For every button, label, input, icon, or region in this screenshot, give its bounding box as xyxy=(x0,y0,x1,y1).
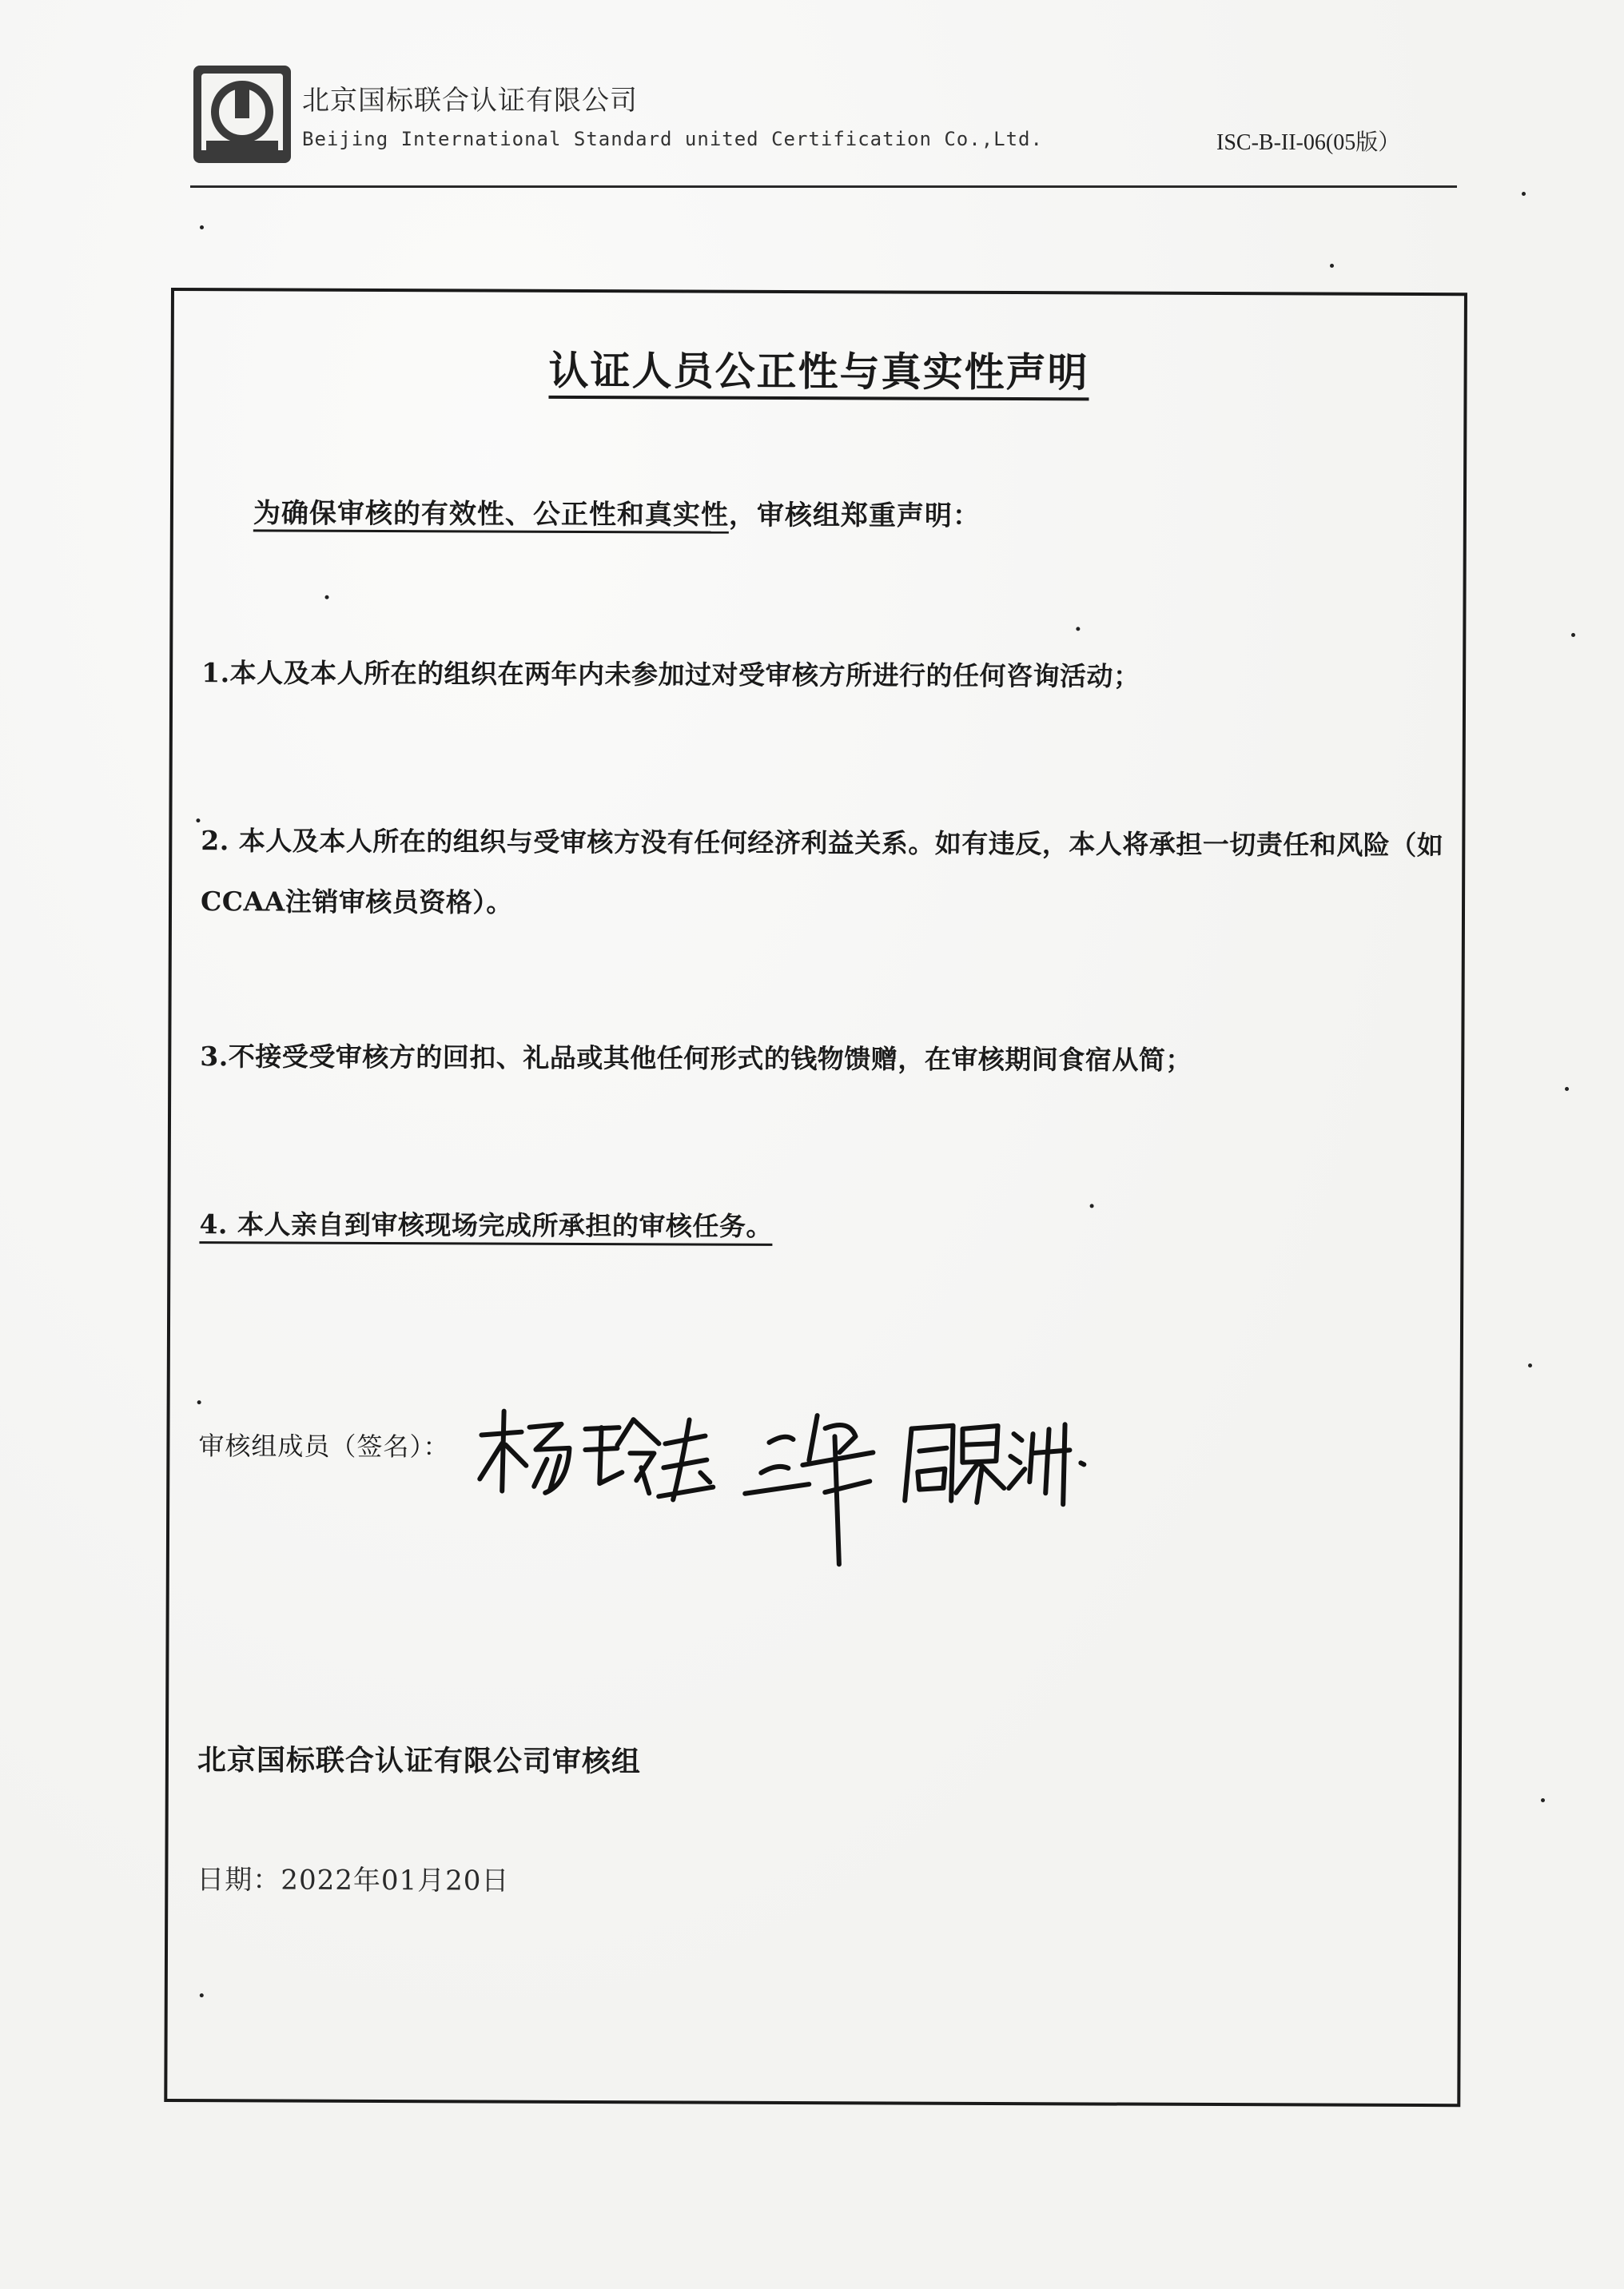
speck xyxy=(1522,192,1526,196)
declaration-date: 日期：2022年01月20日 xyxy=(197,1864,510,1897)
speck xyxy=(325,595,329,599)
company-name-en: Beijing International Standard united Certification Co.,Ltd. xyxy=(302,128,1043,150)
speck xyxy=(1076,627,1080,631)
speck xyxy=(1528,1363,1532,1367)
declaration-item-3: 3.不接受受审核方的回扣、礼品或其他任何形式的钱物馈赠，在审核期间食宿从简； xyxy=(200,1041,1192,1076)
signature-label: 审核组成员（签名）： xyxy=(198,1431,450,1463)
speck xyxy=(1571,633,1575,637)
speck xyxy=(196,818,200,822)
declaration-item-4-text: 4. 本人亲自到审核现场完成所承担的审核任务。 xyxy=(199,1208,773,1246)
speck xyxy=(1090,1204,1094,1208)
speck xyxy=(200,1993,204,1997)
declaration-item-1: 1.本人及本人所在的组织在两年内未参加过对受审核方所进行的任何咨询活动； xyxy=(201,657,1140,692)
declaration-title-text: 认证人员公正性与真实性声明 xyxy=(548,348,1089,401)
header-divider xyxy=(190,185,1457,188)
document-code: ISC-B-II-06(05版） xyxy=(1216,130,1401,155)
declaration-frame xyxy=(164,288,1467,2107)
company-logo-icon xyxy=(190,62,294,166)
audit-team-org: 北京国标联合认证有限公司审核组 xyxy=(197,1743,642,1779)
intro-underlined-text: 为确保审核的有效性、公正性和真实性 xyxy=(253,497,729,533)
declaration-item-4 xyxy=(199,1194,1446,1260)
company-name-cn: 北京国标联合认证有限公司 xyxy=(302,85,638,117)
declaration-item-2: 2. 本人及本人所在的组织与受审核方没有任何经济利益关系。如有违反，本人将承担一切责任和风险（如CCAA注销审核员资格）。 xyxy=(200,825,1444,918)
declaration-intro xyxy=(253,491,981,532)
speck xyxy=(197,1400,201,1404)
speck xyxy=(1330,264,1334,268)
speck xyxy=(200,225,204,229)
intro-rest-text: ，审核组郑重声明： xyxy=(728,499,981,532)
speck xyxy=(1541,1798,1545,1802)
speck xyxy=(1565,1087,1569,1091)
declaration-title xyxy=(173,337,1463,400)
handwritten-signatures xyxy=(473,1403,1177,1589)
